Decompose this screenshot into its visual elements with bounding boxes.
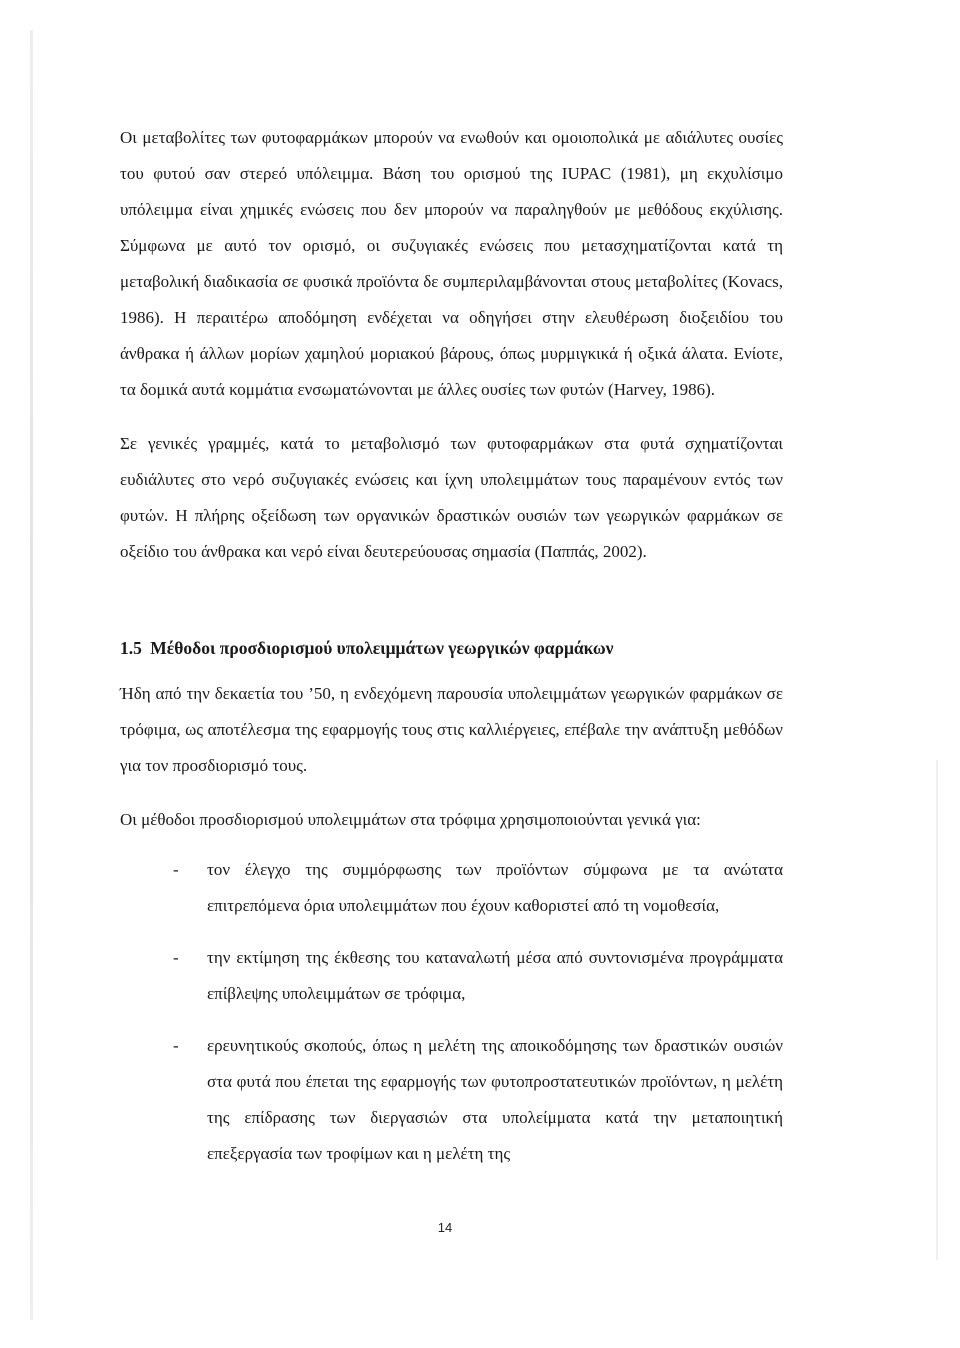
scan-binding-edge [30, 30, 33, 1320]
section-title: Μέθοδοι προσδιορισμού υπολειμμάτων γεωργικών φαρμάκων [150, 638, 614, 658]
list-item [120, 852, 783, 924]
paragraph-metabolism-summary: Σε γενικές γραμμές, κατά το μεταβολισμό των φυτοφαρμάκων στα φυτά σχηματίζονται ευδιάλυτες στο νερό συζυγιακές ενώσεις και ίχνη υπολειμμάτων τους παραμένουν εντός των φυτών. Η πλήρης οξείδωση των οργανικών δραστικών ουσιών των γεωργικών φαρμάκων σε οξείδιο του άνθρακα και νερό είναι δευτερεύουσας σημασία (Παππάς, 2002). [120, 434, 783, 561]
paragraph-methods-intro: Οι μέθοδοι προσδιορισμού υπολειμμάτων στα τρόφιμα χρησιμοποιούνται γενικά για: [120, 810, 701, 829]
methods-purpose-list [120, 852, 783, 1172]
scan-page-edge [936, 760, 938, 1260]
list-item [120, 940, 783, 1012]
list-item-text: τον έλεγχο της συμμόρφωσης των προϊόντων σύμφωνα με τα ανώτατα επιτρεπόμενα όρια υπολειμμάτων που έχουν καθοριστεί από τη νομοθεσία, [207, 860, 783, 915]
paragraph-history: Ήδη από την δεκαετία του ’50, η ενδεχόμενη παρουσία υπολειμμάτων γεωργικών φαρμάκων σε τρόφιμα, ως αποτέλεσμα της εφαρμογής τους στις καλλιέργειες, επέβαλε την ανάπτυξη μεθόδων για τον προσδιορισμό τους. [120, 684, 783, 775]
section-number: 1.5 [120, 638, 142, 658]
list-item [120, 1028, 783, 1172]
section-heading [120, 630, 783, 666]
list-item-text: την εκτίμηση της έκθεσης του καταναλωτή μέσα από συντονισμένα προγράμματα επίβλεψης υπολειμμάτων σε τρόφιμα, [207, 948, 783, 1003]
bullet-dash: - [173, 860, 179, 879]
page-number: 14 [437, 1220, 453, 1235]
bullet-dash: - [173, 948, 179, 967]
page-body [120, 120, 783, 1188]
paragraph-metabolites: Οι μεταβολίτες των φυτοφαρμάκων μπορούν να ενωθούν και ομοιοπολικά με αδιάλυτες ουσίες του φυτού σαν στερεό υπόλειμμα. Βάση του ορισμού της IUPAC (1981), μη εκχυλίσιμο υπόλειμμα είναι χημικές ενώσεις που δεν μπορούν να παραληγθούν με μεθόδους εκχύλισης. Σύμφωνα με αυτό τον ορισμό, οι συζυγιακές ενώσεις που μετασχηματίζονται κατά τη μεταβολική διαδικασία σε φυσικά προϊόντα δε συμπεριλαμβάνονται στους μεταβολίτες (Kovacs, 1986). Η περαιτέρω αποδόμηση ενδέχεται να οδηγήσει στην ελευθέρωση διοξειδίου του άνθρακα ή άλλων μορίων χαμηλού μοριακού βάρους, όπως μυρμιγκικά ή οξικά άλατα. Ενίοτε, τα δομικά αυτά κομμάτια ενσωματώνονται με άλλες ουσίες των φυτών (Harvey, 1986). [120, 128, 783, 399]
bullet-dash: - [173, 1036, 179, 1055]
list-item-text: ερευνητικούς σκοπούς, όπως η μελέτη της αποικοδόμησης των δραστικών ουσιών στα φυτά που έπεται της εφαρμογής των φυτοπροστατευτικών προϊόντων, η μελέτη της επίδρασης των διεργασιών στα υπολείμματα κατά την μεταποιητική επεξεργασία των τροφίμων και η μελέτη της [207, 1036, 783, 1163]
